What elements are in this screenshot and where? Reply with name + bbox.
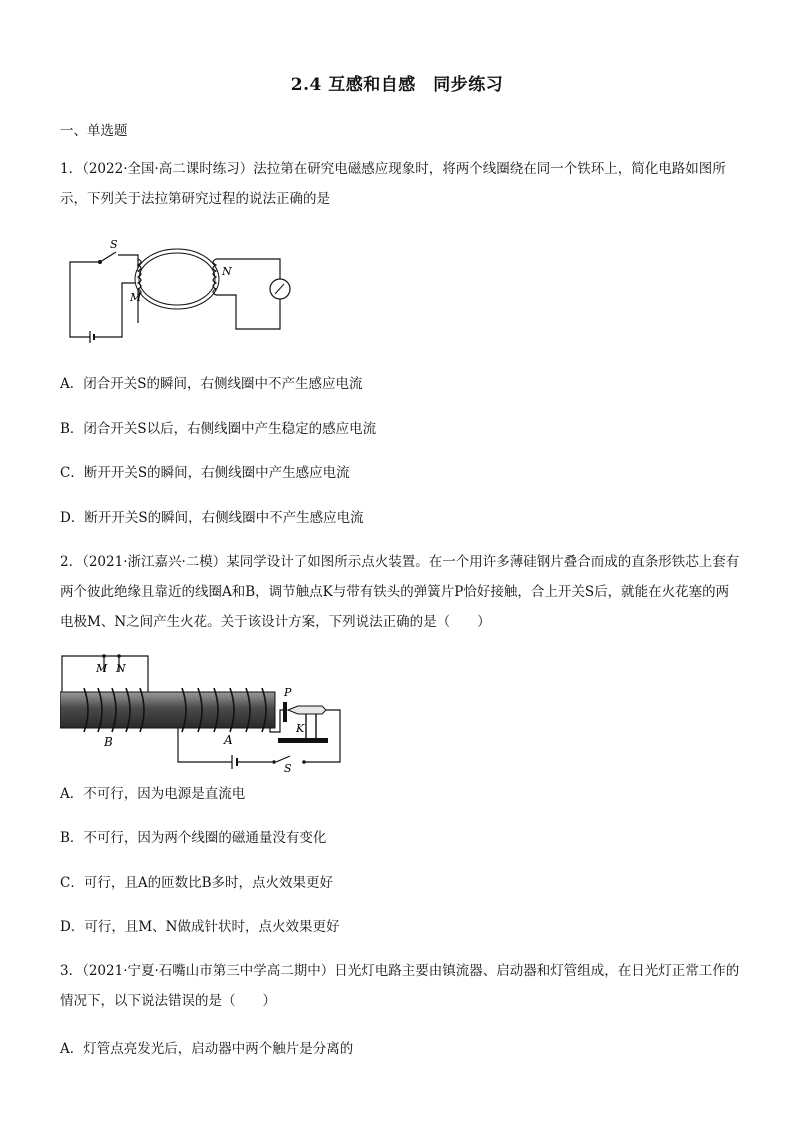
question-1-option-c[interactable]: C．断开开关S的瞬间，右侧线圈中产生感应电流: [60, 465, 350, 481]
coil-n-label: N: [222, 265, 232, 278]
figure-2-ignition-device: [60, 652, 360, 777]
coil-m-label: M: [130, 291, 142, 304]
question-1-option-b[interactable]: B．闭合开关S以后，右侧线圈中产生稳定的感应电流: [60, 421, 377, 437]
question-2-option-c[interactable]: C．可行，且A的匝数比B多时，点火效果更好: [60, 875, 333, 891]
label-p: P: [284, 686, 292, 699]
section-heading: 一、单选题: [60, 123, 128, 139]
question-2-option-d[interactable]: D．可行，且M、N做成针状时，点火效果更好: [60, 919, 340, 935]
label-m: M: [96, 662, 108, 675]
question-1-option-d[interactable]: D．断开开关S的瞬间，右侧线圈中不产生感应电流: [60, 510, 364, 526]
figure-1-circuit: [60, 235, 310, 347]
label-k: K: [296, 722, 305, 735]
switch-label: S: [110, 238, 118, 251]
question-2-stem: 2．（2021·浙江嘉兴·二模）某同学设计了如图所示点火装置。在一个用许多薄硅钢片叠合而成的直条形铁芯上套有两个彼此绝缘且靠近的线圈A和B，调节触点K与带有铁头的弹簧片P恰好接触，合上开关S后，就能在火花塞的两电极M、N之间产生火花。关于该设计方案，下列说法正确的是（ ）: [60, 554, 740, 630]
question-1-option-a[interactable]: A．闭合开关S的瞬间，右侧线圈中不产生感应电流: [60, 376, 363, 392]
iron-core: [60, 692, 275, 728]
label-n: N: [116, 662, 126, 675]
label-a: A: [224, 733, 233, 747]
contact-base: [278, 738, 328, 743]
question-2-option-a[interactable]: A．不可行，因为电源是直流电: [60, 786, 246, 802]
spring-strip-p: [283, 702, 287, 722]
page-title: 2.4 互感和自感 同步练习: [290, 75, 504, 95]
question-1-stem: 1．（2022·全国·高二课时练习）法拉第在研究电磁感应现象时，将两个线圈绕在同一个铁环上，简化电路如图所示，下列关于法拉第研究过程的说法正确的是: [60, 161, 726, 207]
label-b: B: [104, 735, 113, 749]
switch-blade: [100, 252, 116, 262]
question-3-option-a[interactable]: A．灯管点亮发光后，启动器中两个触片是分离的: [60, 1041, 354, 1057]
label-s: S: [284, 762, 292, 775]
contact-k: [288, 706, 326, 714]
question-2-option-b[interactable]: B．不可行，因为两个线圈的磁通量没有变化: [60, 830, 327, 846]
question-3-stem: 3．（2021·宁夏·石嘴山市第三中学高二期中）日光灯电路主要由镇流器、启动器和灯管组成，在日光灯正常工作的情况下，以下说法错误的是（ ）: [60, 963, 740, 1009]
